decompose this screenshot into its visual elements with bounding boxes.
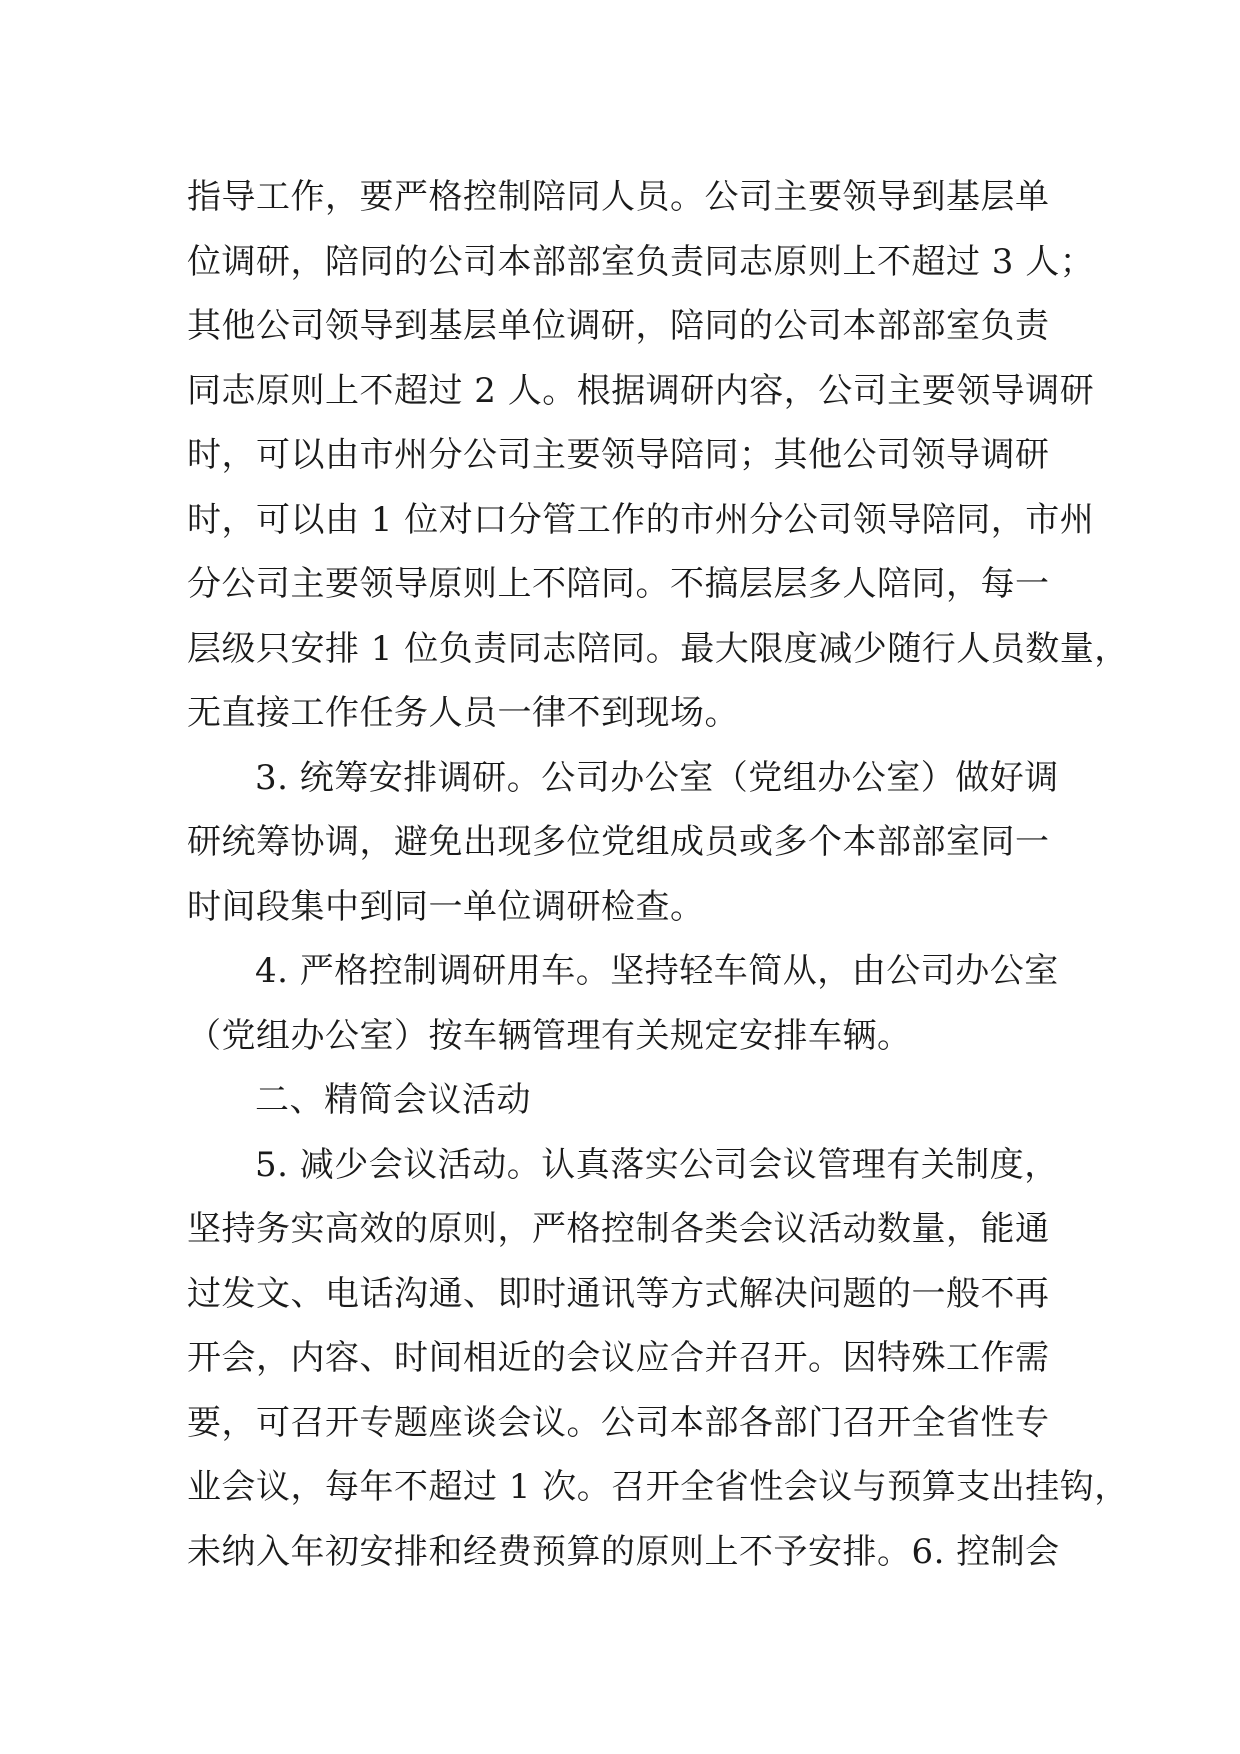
text-line: 业会议，每年不超过 1 次。召开全省性会议与预算支出挂钩， — [187, 1467, 1129, 1507]
text-line: 坚持务实高效的原则，严格控制各类会议活动数量，能通 — [187, 1209, 1050, 1249]
text-line: 时，可以由市州分公司主要领导陪同；其他公司领导调研 — [187, 435, 1050, 475]
paragraph-5-heading: 5. 减少会议活动。认真落实公司会议管理有关制度， — [255, 1144, 1059, 1185]
text-line: 研统筹协调，避免出现多位党组成员或多个本部部室同一 — [187, 822, 1050, 862]
text-line: 过发文、电话沟通、即时通讯等方式解决问题的一般不再 — [187, 1273, 1050, 1314]
text-line: 未纳入年初安排和经费预算的原则上不予安排。6. 控制会 — [187, 1531, 1060, 1572]
text-line: 时间段集中到同一单位调研检查。 — [187, 886, 705, 927]
section-heading: 二、精简会议活动 — [255, 1080, 531, 1120]
text-line: （党组办公室）按车辆管理有关规定安排车辆。 — [187, 1015, 912, 1056]
text-line: 层级只安排 1 位负责同志陪同。最大限度减少随行人员数量， — [187, 628, 1129, 669]
paragraph-4-heading: 4. 严格控制调研用车。坚持轻车简从，由公司办公室 — [255, 951, 1059, 991]
text-line: 要，可召开专题座谈会议。公司本部各部门召开全省性专 — [187, 1402, 1050, 1443]
text-line: 无直接工作任务人员一律不到现场。 — [187, 693, 739, 733]
body-text — [187, 165, 1129, 1584]
text-line: 同志原则上不超过 2 人。根据调研内容，公司主要领导调研 — [187, 370, 1095, 411]
text-line: 开会，内容、时间相近的会议应合并召开。因特殊工作需 — [187, 1338, 1050, 1378]
text-line: 指导工作，要严格控制陪同人员。公司主要领导到基层单 — [187, 177, 1050, 217]
text-line: 时，可以由 1 位对口分管工作的市州分公司领导陪同，市州 — [187, 499, 1095, 540]
text-line: 其他公司领导到基层单位调研，陪同的公司本部部室负责 — [187, 306, 1050, 346]
text-line: 分公司主要领导原则上不陪同。不搞层层多人陪同，每一 — [187, 564, 1050, 604]
paragraph-3-heading: 3. 统筹安排调研。公司办公室（党组办公室）做好调 — [255, 757, 1059, 798]
text-line: 位调研，陪同的公司本部部室负责同志原则上不超过 3 人； — [187, 241, 1095, 282]
